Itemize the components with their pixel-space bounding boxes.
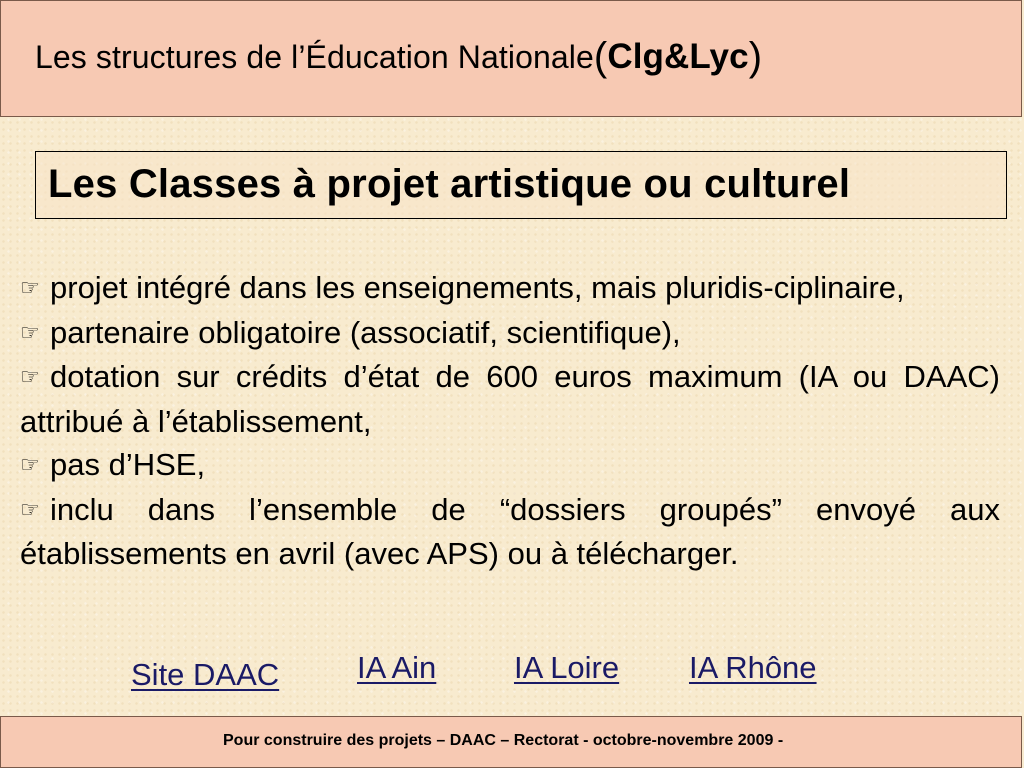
ia-ain-link[interactable]: IA Ain xyxy=(357,650,437,685)
bullet-text: inclu dans l’ensemble de “dossiers groupés” envoyé aux établissements en avril (avec APS) ou à télécharger. xyxy=(20,491,1000,571)
footer-banner xyxy=(0,716,1022,768)
title-banner xyxy=(0,0,1022,117)
pointing-hand-icon: ☞ xyxy=(20,497,40,523)
pointing-hand-icon: ☞ xyxy=(20,276,40,301)
site-daac-link[interactable]: Site DAAC xyxy=(131,657,280,692)
bullet-list xyxy=(20,266,1000,576)
list-item xyxy=(20,311,1000,356)
pointing-hand-icon: ☞ xyxy=(20,453,40,478)
title-close-paren: ) xyxy=(748,35,763,79)
list-item xyxy=(20,355,1000,443)
title-main: Les structures de l’Éducation Nationale xyxy=(35,39,594,75)
pointing-hand-icon: ☞ xyxy=(20,365,40,390)
list-item xyxy=(20,266,1000,311)
bullet-text: pas d’HSE, xyxy=(50,447,206,482)
title-open-paren: ( xyxy=(593,35,608,79)
slide-subtitle: Les Classes à projet artistique ou culturel xyxy=(48,162,851,206)
footer-text: Pour construire des projets – DAAC – Rectorat - octobre-novembre 2009 - xyxy=(223,732,784,749)
ia-rhone-link[interactable]: IA Rhône xyxy=(689,650,817,685)
subtitle-box xyxy=(35,151,1007,219)
pointing-hand-icon: ☞ xyxy=(20,320,40,346)
ia-loire-link[interactable]: IA Loire xyxy=(514,650,620,685)
list-item xyxy=(20,488,1000,576)
list-item xyxy=(20,443,1000,488)
slide-title xyxy=(35,35,762,80)
bullet-text: dotation sur crédits d’état de 600 euros maximum (IA ou DAAC) attribué à l’établissement, xyxy=(20,359,1000,439)
title-abbreviation: Clg&Lyc xyxy=(607,37,749,76)
bullet-text: projet intégré dans les enseignements, mais pluridis-ciplinaire, xyxy=(50,270,905,305)
bullet-text: partenaire obligatoire (associatif, scientifique), xyxy=(50,314,681,350)
